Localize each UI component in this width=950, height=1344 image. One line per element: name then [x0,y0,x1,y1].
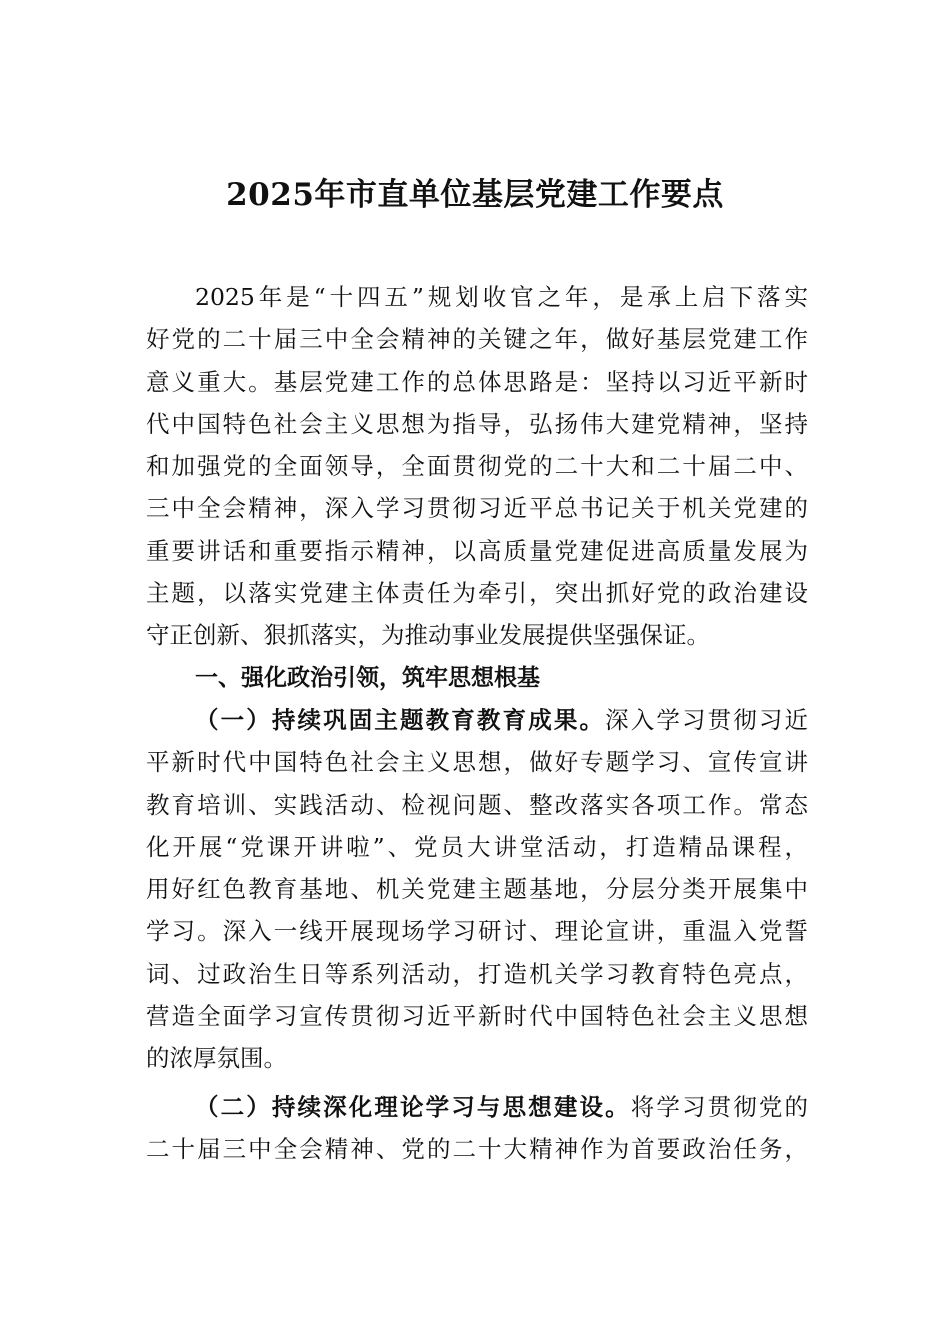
section-heading: 一、强化政治引领，筑牢思想根基 [195,664,540,691]
item2-title: （二）持续深化理论学习与思想建设。 [195,1092,631,1121]
intro-line: 守正创新、狠抓落实，为推动事业发展提供坚强保证。 [146,621,710,650]
intro-line: 好党的二十届三中全会精神的关键之年，做好基层党建工作 [146,325,808,354]
item1-line: 学习。深入一线开展现场学习研讨、理论宣讲，重温入党誓 [146,917,808,946]
item1-line: 教育培训、实践活动、检视问题、整改落实各项工作。常态 [146,790,808,819]
item1-line: 营造全面学习宣传贯彻习近平新时代中国特色社会主义思想 [146,1002,808,1031]
intro-line: 和加强党的全面领导，全面贯彻党的二十大和二十届二中、 [146,452,808,481]
intro-line: 2025年是“十四五”规划收官之年，是承上启下落实 [195,283,808,311]
item1-first-line [146,699,808,741]
intro-line: 代中国特色社会主义思想为指导，弘扬伟大建党精神，坚持 [146,409,808,438]
item1-line: 化开展“党课开讲啦”、党员大讲堂活动，打造精品课程， [146,832,808,861]
item1-line: 平新时代中国特色社会主义思想，做好专题学习、宣传宣讲 [146,748,808,777]
intro-line: 重要讲话和重要指示精神，以高质量党建促进高质量发展为 [146,536,808,565]
item2-first-rest: 将学习贯彻党的 [630,1092,808,1121]
item1-line: 的浓厚氛围。 [146,1044,287,1073]
item1-title: （一）持续巩固主题教育教育成果。 [195,705,606,734]
document-body [146,276,808,1170]
item1-line: 用好红色教育基地、机关党建主题基地，分层分类开展集中 [146,875,808,904]
item2-line: 二十届三中全会精神、党的二十大精神作为首要政治任务， [146,1134,808,1163]
intro-line: 主题，以落实党建主体责任为牵引，突出抓好党的政治建设 [146,579,808,608]
document-title: 2025年市直单位基层党建工作要点 [226,177,724,213]
intro-line: 意义重大。基层党建工作的总体思路是：坚持以习近平新时 [146,367,808,396]
item1-first-rest: 深入学习贯彻习近 [605,705,808,734]
item2-first-line [146,1086,808,1128]
intro-line: 三中全会精神，深入学习贯彻习近平总书记关于机关党建的 [146,494,808,523]
item1-line: 词、过政治生日等系列活动，打造机关学习教育特色亮点， [146,959,808,988]
